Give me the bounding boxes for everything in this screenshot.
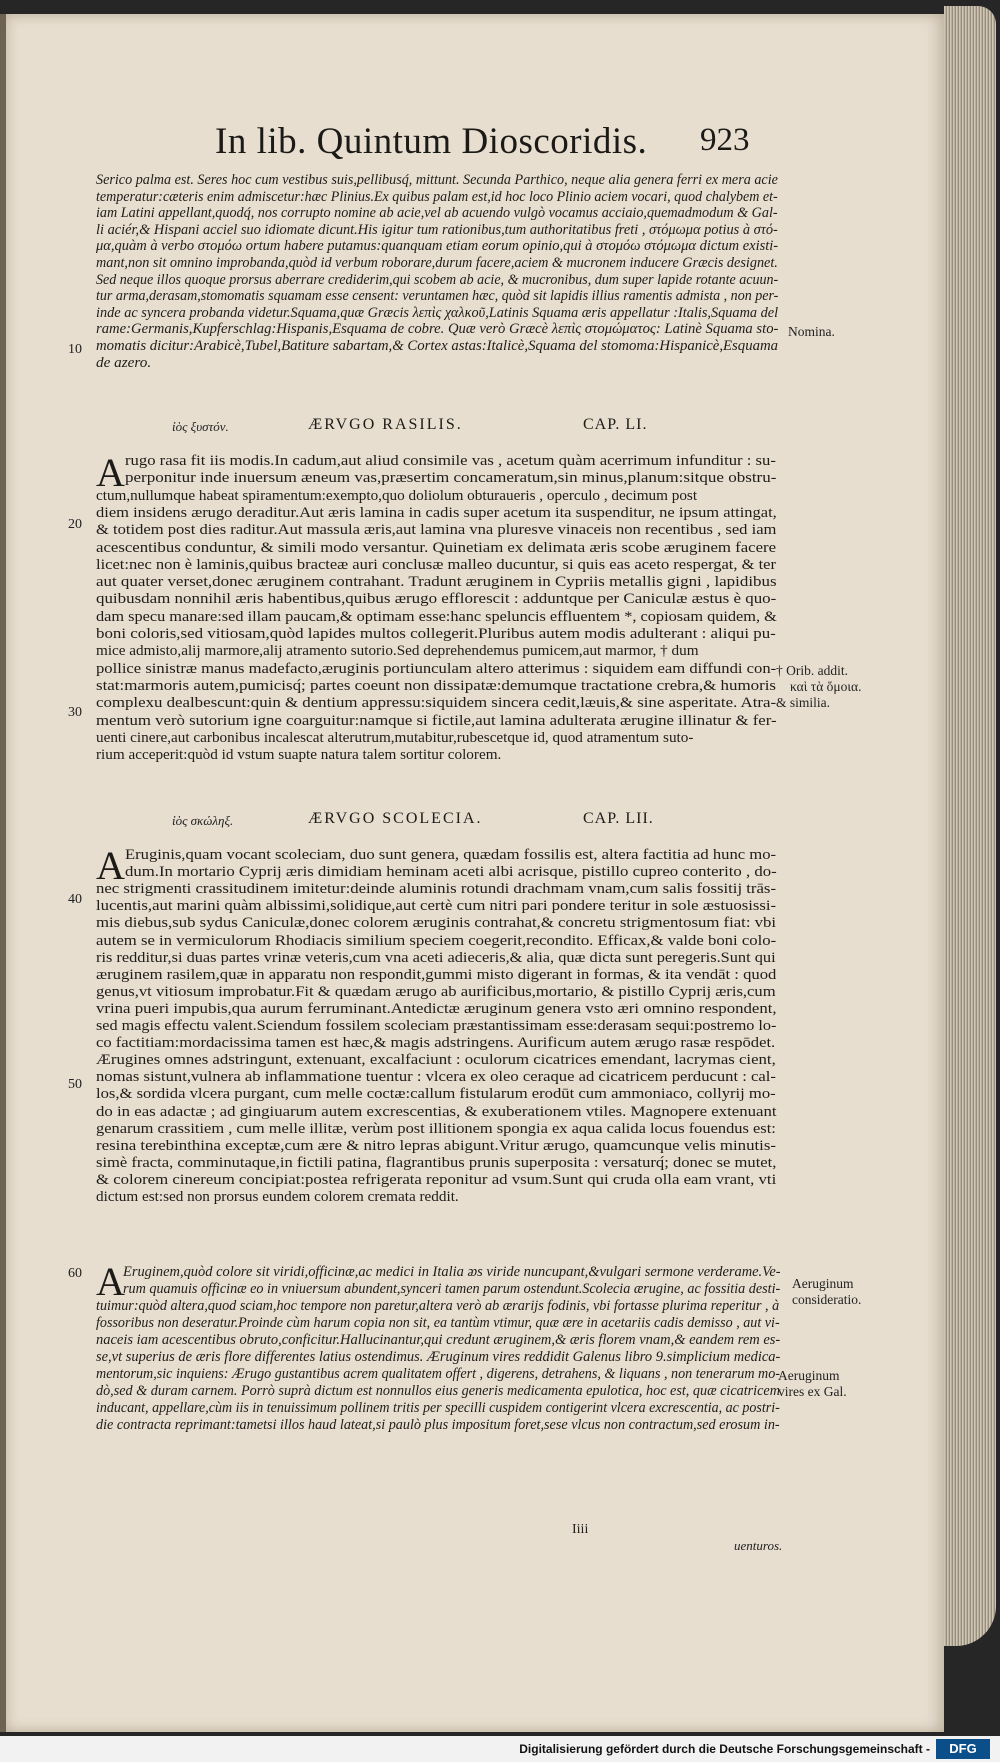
text-line: naceis iam acescentibus obruto,conficitur.Hallucinantur,qui credunt æruginem,& æris florem vnam,& eandem rem es- xyxy=(96,1331,781,1348)
text-line: tuimur:quòd altera,quod sciam,hoc tempore non paretur,altera verò ab ærarijs fodinis, vbi fortasse plurima reperitur , à xyxy=(96,1297,780,1314)
chapter52-title: ÆRVGO SCOLECIA. xyxy=(308,810,483,827)
text-line: perponitur inde inuersum æneum vas,præsertim concameratum,sin minus,planum:sitque obstru- xyxy=(125,469,777,487)
text-line: Eruginem,quòd colore sit viridi,officinæ,ac medici in Italia ᴂs viride nuncupant,&vulgari sermone verderame.Ve- xyxy=(123,1263,781,1280)
text-line: vrina pueri impubis,qua aurum ferruminant.Antedictæ æruginum genera vsto æri omnino respondent, xyxy=(96,999,777,1017)
text-line: do in eas adactæ ; ad gingiuarum autem excrescentias, & exuberationem vtiles. Magnopere extenuant xyxy=(96,1102,777,1120)
text-line: genus,vt vitiosum improbatur.Fit & quædam ærugo ab aurificibus,mortario, & pistillo Cyprij æris,cum xyxy=(96,982,776,1000)
text-line: dam specu manare:sed illam paucam,& optimam esse:hanc speluncis effluentem *, copiosam quidem, & xyxy=(96,607,777,625)
text-line: æruginem rasilem,quæ in apparatu non respondit,gummi misto digerant in formas, & ita vendāt : quod xyxy=(96,965,777,983)
text-line: iam Latini appellant,quodq́, nos corrupto nomine ab acie,vel ab acuendo vulgò vocamus acciaio,quemadmodum & Gal- xyxy=(96,204,778,222)
text-line: quibusdam nonnihil æris habentibus,quibus ærugo efflorescit : adduntque per Caniculæ æstus è quo- xyxy=(96,590,777,608)
text-line: li aciér,& Hispani acciel suo idiomate dicunt.His igitur tum rationibus,tum authoritatibus freti , στόμωμα potius à στό- xyxy=(96,220,778,238)
text-line: dum.In mortario Cyprij æris dimidiam heminam aceti albi acrisque, pistillo cupreo conterito , do- xyxy=(125,863,777,881)
text-line: μα,quàm à verbo στομόω ortum habere putamus:quanquam etiam eorum opinio,qui à στομόω στόμωμα dictum existi- xyxy=(96,237,779,255)
text-line: nec strigmenti crassitudinem imitetur:deinde aluminis rotundi drachmam vnam,cum salis fossitij trās- xyxy=(96,880,777,898)
text-line: tur arma,derasam,stomomatis squamam esse censent: veruntamen hæc, quòd sit lapidis illius ramentis admista , non per- xyxy=(96,287,779,305)
text-line: rugo rasa fit iis modis.In cadum,aut aliud consimile vas , acetum quàm acerrimum infunditur : su- xyxy=(125,452,776,469)
line-number: 30 xyxy=(68,705,82,720)
margin-note-orib-1: † Orib. addit. xyxy=(776,663,848,678)
text-line: complexu dealbescunt:quin & dentium appressu:siquidem sincera cedit,læuis,& sine asperitate. Atra- xyxy=(96,694,777,712)
text-line: inducant, appellare,cùm iis in tenuissimum pollinem tritis per specilli cuspidem contigerint vlcera excrescentia, ac postri- xyxy=(96,1399,780,1416)
catchword: uenturos. xyxy=(734,1538,783,1553)
text-line: resina terebinthina exceptæ,cum ære & nitro lepras abigunt.Vritur ærugo, quamcunque velis minutis- xyxy=(96,1136,777,1154)
text-line: rum quamuis officinæ eo in vniuersum abundent,synceri tamen parum ostendunt.Scolecia ærugine, ac fossitia desti- xyxy=(123,1280,781,1297)
text-line: stat:marmoris autem,pumicisq́; partes coeunt non dissipatæ:demumque tractatione crebra,& humoris xyxy=(96,676,777,694)
line-number: 20 xyxy=(68,517,82,532)
text-line: Eruginis,quam vocant scoleciam, duo sunt genera, quædam fossilis est, altera factitia ad hunc mo- xyxy=(125,846,777,863)
text-line: Serico palma est. Seres hoc cum vestibus suis,pellibusq́, mittunt. Secunda Parthico, neque alia genera ferri ex mera acie xyxy=(96,171,778,188)
text-line: mis diebus,sub sydus Caniculæ,donec colorem æruginis contrahat,& concretu strigmentosum fiat: vbi xyxy=(96,914,777,932)
text-line: licet:nec non è laminis,quibus bracteæ auri conclusæ malleo ducuntur, si quis eas aceto respergat, & ter xyxy=(96,555,776,573)
text-line: Sed neque illos quoque prorsus aberrare crediderim,qui scobem ab acie, & mucronibus, dum super lapide rotante acuun- xyxy=(96,270,779,288)
text-line: Ærugines omnes adstringunt, extenuant, excalfaciunt : oculorum cicatrices emendant, lacrymas cient, xyxy=(96,1051,776,1069)
chapter52-greek: ἰὸς σκώληξ. xyxy=(172,813,234,828)
page-fore-edge xyxy=(944,6,996,1646)
line-number: 50 xyxy=(68,1077,82,1092)
text-line: mant,non sit omnino improbanda,quòd id verbum roborare,durum facere,aciem & mucronem inducere Græcis designet. xyxy=(96,254,778,271)
line-number: 60 xyxy=(68,1266,82,1281)
chapter51-title: ÆRVGO RASILIS. xyxy=(308,416,463,433)
line-number: 40 xyxy=(68,892,82,907)
text-line: uenti cinere,aut carbonibus incalescat alterutrum,mutabitur,rubescetque id, quod atramentum suto- xyxy=(96,728,694,746)
text-line: los,& sordida vlcera purgant, cum melle coctæ:callum fistularum erodūt cum ammoniaco, collyrij mo- xyxy=(96,1085,776,1103)
text-line: de azero. xyxy=(96,353,152,371)
text-line: inde ac syncera probanda videtur.Squama,quæ Græcis λεπὶς χαλκοῦ,Latinis Squama æris appellatur :Italis,Squama del xyxy=(96,303,779,321)
text-line: momatis dicitur:Arabicè,Tubel,Batiture sabartam,& Cortex astas:Italicè,Squama del stomoma:Hispanicè,Esquama xyxy=(96,337,779,354)
margin-note-vires-2: vires ex Gal. xyxy=(778,1384,847,1399)
text-line: autem se in vermiculorum Rhodiacis similium speciem coegerit,recondito. Efficax,& valde boni colo- xyxy=(96,931,777,949)
margin-note-vires-1: Aeruginum xyxy=(778,1368,840,1383)
chapter52-cap: CAP. LII. xyxy=(583,810,654,827)
text-line: diem insidens ærugo deraditur.Aut æris lamina in cadis super acetum ita suspenditur, ne ipsum attingat, xyxy=(96,503,777,521)
text-line: dò,sed & duram carnem. Porrò suprà dictum est nonnullos eius generis medicamenta epulotica, hoc est, quæ cicatricem xyxy=(96,1382,780,1399)
margin-note-orib-3: & similia. xyxy=(776,695,830,710)
text-line: acescentibus conduntur, & simili modo versantur. Quinetiam ex delimata æris scobe æruginem facere xyxy=(96,538,777,556)
dfg-logo: DFG xyxy=(936,1739,990,1759)
signature-mark: Iiii xyxy=(572,1522,589,1537)
page-number: 923 xyxy=(700,122,750,158)
running-title: In lib. Quintum Dioscoridis. xyxy=(215,121,648,162)
text-line: boni coloris,sed vitiosam,quòd lapides multos collegerit.Pluribus autem modis adulterant : aliqui pu- xyxy=(96,625,776,642)
text-line: co factitiam:mordacissima tamen est hæc,& magis adstringens. Aurificum autem ærugo rasæ respōdet. xyxy=(96,1034,776,1052)
text-line: mice admisto,alij marmore,alij atramento sutorio.Sed deprehendemus pumicem,aut marmor, † dum xyxy=(96,642,699,660)
text-line: & colorem cinereum concipiat:postea refrigerata reponitur ad vsum.Sunt qui cruda olla eam vrant, vti xyxy=(96,1170,777,1188)
text-line: nomas sistunt,vulnera ab inflammatione tuentur : vlcera ex oleo ceraque ad cicatricem perducunt : cal- xyxy=(96,1068,776,1086)
chapter51-greek: ἰὸς ξυστόν. xyxy=(172,419,229,434)
margin-note-consideratio-2: consideratio. xyxy=(792,1292,862,1307)
text-line: aut quater verset,donec æruginem contrahant. Tradunt æruginem in Cypriis metallis gigni , lapidibus xyxy=(96,573,777,591)
chapter51-cap: CAP. LI. xyxy=(583,416,648,433)
text-line: temperatur:cæteris enim admiscetur:hæc Plinius.Ex quibus palam est,id hoc loco Plinio aciem vocari, quod chalybem et- xyxy=(96,187,778,205)
text-line: fossoribus non deseratur.Proinde cùm harum copia non sit, ea tantùm vtimur, quæ ære in acetariis cadis demisso , aut vi- xyxy=(96,1314,780,1331)
text-line: die contracta reprimant:tametsi illos haud lateat,si paulò plus impositum foret,sese vlcus non contractum,sed erosum in- xyxy=(96,1416,780,1433)
commentary2-initial: A xyxy=(96,1259,125,1304)
text-line: pollice sinistræ manus madefacto,æruginis portiunculam altero atterimus : siquidem eam diffundi con- xyxy=(96,659,777,677)
text-line: se,vt superius de æris flore differentes latius ostendimus. Æruginum vires reddidit Galenus libro 9.simplicium medica- xyxy=(96,1348,781,1365)
text-line: mentum verò sutorium igne coarguitur:namque si fictile,aut lamina adulterata ærugine illinatur & fer- xyxy=(96,711,777,729)
text-line: rium acceperit:quòd id vstum suapte natura talem sortitur colorem. xyxy=(96,746,502,764)
text-line: & totidem post dies raditur.Aut massula æris,aut lamina vna pluresve vinaceis non recentibus , sed iam xyxy=(96,521,777,539)
margin-note-orib-2: καὶ τὰ ὅμοια. xyxy=(790,679,862,694)
text-line: lucentis,aut marini quàm albissimi,solidique,aut certè cum nitri pari pondere teritur in sole æstuosissi- xyxy=(96,897,777,915)
footer-credit: Digitalisierung gefördert durch die Deutsche Forschungsgemeinschaft - xyxy=(519,1742,930,1756)
chapter51-initial: A xyxy=(96,450,125,495)
text-line: genarum crassitiem , cum melle illitæ, verùm post illitionem spongia ex aqua calida locus fouendus est: xyxy=(96,1119,776,1137)
text-line: rame:Germanis,Kupferschlag:Hispanis,Esquama de cobre. Quæ verò Græcè λεπὶς στομώματος: Latinè Squama sto- xyxy=(96,320,779,338)
text-line: ris redditur,si duas partes vrinæ veteris,cum vna aceti adieceris,& alia, quæ dicta sunt peregeris.Sunt qui xyxy=(96,948,776,966)
chapter52-initial: A xyxy=(96,843,125,888)
text-line: dictum est:sed non prorsus eundem colorem cremata reddit. xyxy=(96,1188,459,1205)
text-line: ctum,nullumque habeat spiramentum:exempto,quo doliolum obturaueris , operculo , decimum post xyxy=(96,486,698,504)
margin-note-nomina: Nomina. xyxy=(788,324,835,339)
text-line: simè fracta, comminutaque,in fictili patina, flagrantibus prunis superposita : versaturq́; donec se mutet, xyxy=(96,1153,777,1171)
text-line: mentorum,sic inquiens: Ærugo gustantibus acrem qualitatem offert , digerens, detrahens, & liquans , non tenerarum mo- xyxy=(96,1365,780,1382)
text-line: sed magis effectu valent.Sciendum fossilem scoleciam præstantissimam esse:derasam sequi:postremo lo- xyxy=(96,1017,777,1034)
line-number: 10 xyxy=(68,342,82,357)
margin-note-consideratio-1: Aeruginum xyxy=(792,1276,854,1291)
